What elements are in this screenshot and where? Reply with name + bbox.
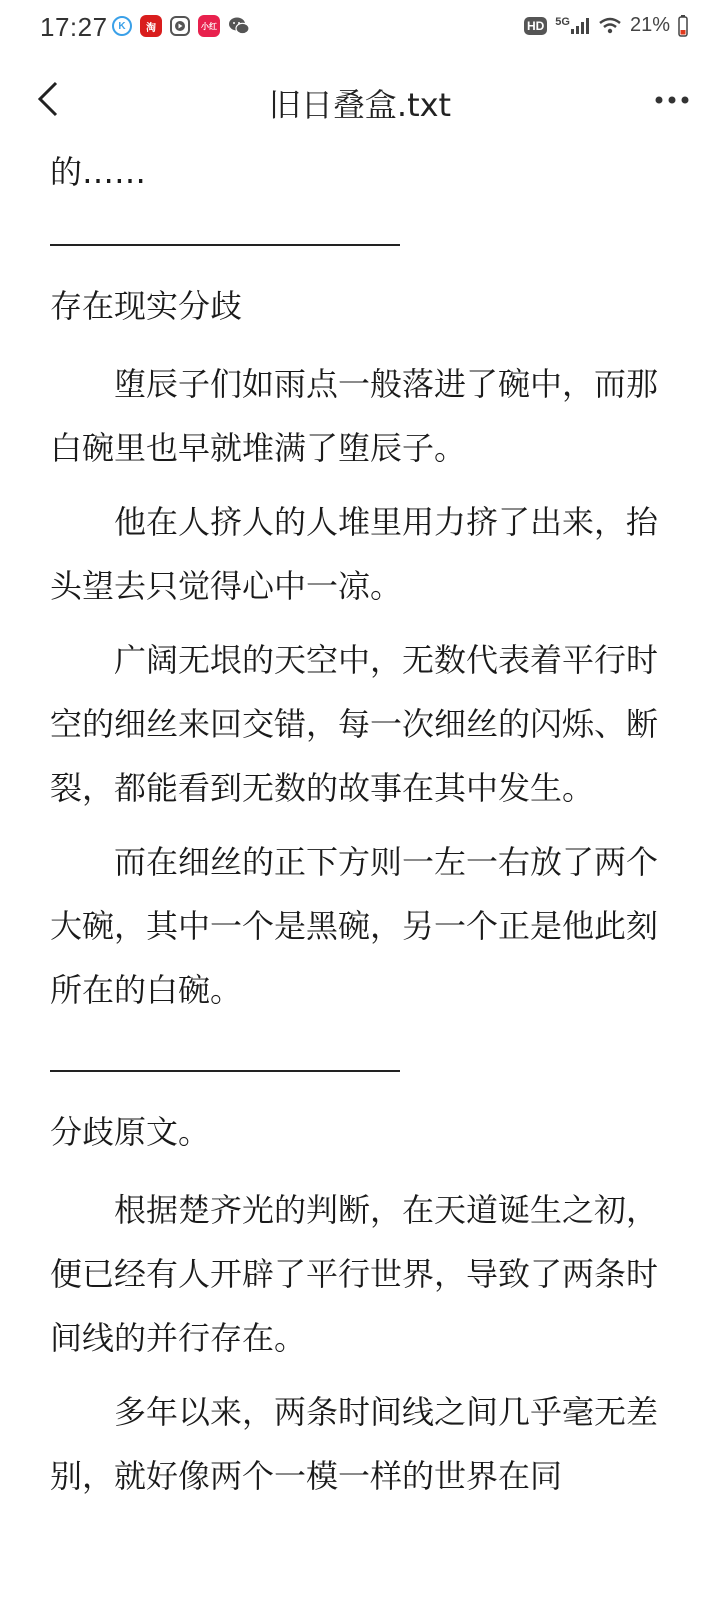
more-options-button[interactable] <box>650 80 694 120</box>
battery-icon <box>678 15 688 37</box>
paragraph: 他在人挤人的人堆里用力挤了出来，抬头望去只觉得心中一凉。 <box>50 503 659 605</box>
reader-content[interactable] <box>50 140 660 1518</box>
media-app-icon <box>170 16 190 36</box>
k-app-icon: K <box>112 16 132 36</box>
section-heading: 分歧原文。 <box>50 1113 211 1151</box>
system-icons <box>524 14 688 37</box>
section-divider <box>50 244 400 246</box>
lead-text: 的…… <box>50 153 147 191</box>
paragraph: 多年以来，两条时间线之间几乎毫无差别，就好像两个一模一样的世界在同 <box>50 1393 659 1495</box>
red-app-icon: 小红 <box>198 15 220 37</box>
hd-badge: HD <box>524 17 547 35</box>
more-icon <box>654 95 690 105</box>
app-bar <box>0 58 720 142</box>
network-label: 5G <box>555 15 570 28</box>
status-bar <box>0 0 720 58</box>
notification-icons <box>112 15 250 37</box>
paragraph: 而在细丝的正下方则一左一右放了两个大碗，其中一个是黑碗，另一个正是他此刻所在的白碗。 <box>50 843 659 1009</box>
page-title: 旧日叠盒.txt <box>268 86 452 124</box>
game-app-icon: 淘 <box>140 15 162 37</box>
wifi-icon <box>598 17 622 35</box>
paragraph: 堕辰子们如雨点一般落进了碗中，而那白碗里也早就堆满了堕辰子。 <box>50 365 659 467</box>
section-divider <box>50 1070 400 1072</box>
status-time: 17:27 <box>40 12 108 42</box>
battery-percent: 21% <box>629 14 670 36</box>
cell-signal-icon <box>555 15 590 34</box>
section-heading: 存在现实分歧 <box>50 287 243 325</box>
paragraph: 广阔无垠的天空中，无数代表着平行时空的细丝来回交错，每一次细丝的闪烁、断裂，都能看到无数的故事在其中发生。 <box>50 641 659 807</box>
wechat-icon <box>228 15 250 37</box>
paragraph: 根据楚齐光的判断，在天道诞生之初，便已经有人开辟了平行世界，导致了两条时间线的并行存在。 <box>50 1191 659 1357</box>
